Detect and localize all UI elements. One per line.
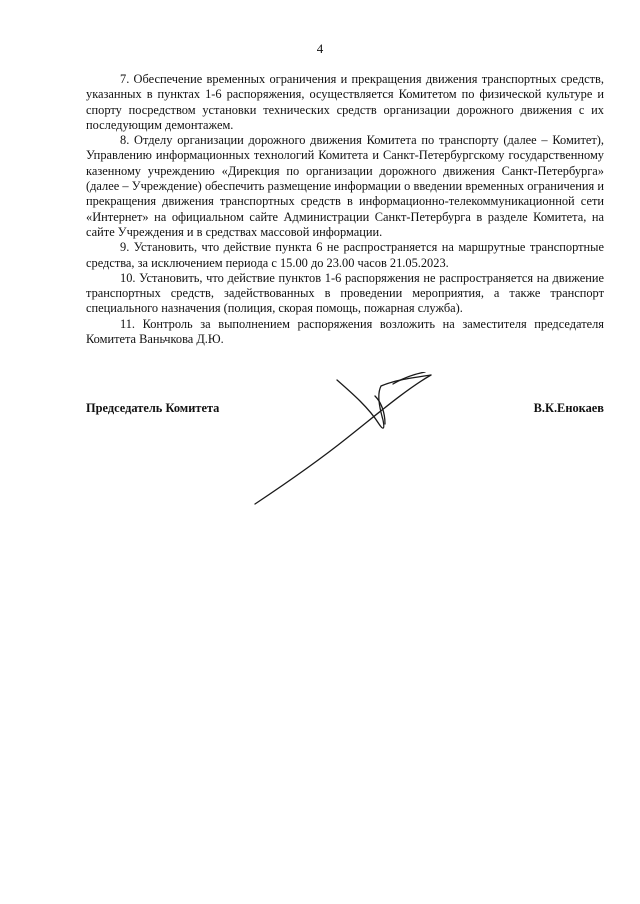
- paragraph-10: 10. Установить, что действие пунктов 1-6 распоряжения не распространяется на движение транспортных средств, задействованных в проведении мероприятия, а также транспорт специального назначения (полиция, скорая помощь, пожарная служба).: [86, 270, 604, 316]
- document-body: [86, 72, 604, 347]
- paragraph-9: 9. Установить, что действие пункта 6 не распространяется на маршрутные транспортные средства, за исключением периода с 15.00 до 23.00 часов 21.05.2023.: [86, 240, 604, 270]
- handwritten-signature: [245, 372, 445, 512]
- paragraph-7: 7. Обеспечение временных ограничения и прекращения движения транспортных средств, указанных в пунктах 1-6 распоряжения, осуществляется Комитетом по физической культуре и спорту посредством установки технических средств организации дорожного движения с их последующим демонтажем.: [86, 72, 604, 132]
- signer-name: В.К.Енокаев: [533, 401, 604, 415]
- paragraph-8: 8. Отделу организации дорожного движения Комитета по транспорту (далее – Комитет), Управлению информационных технологий Комитета и Санкт-Петербургскому государственному казенному учреждению «Дирекция по организации дорожного движения Санкт-Петербурга» (далее – Учреждение) обеспечить размещение информации о введении временных ограничения и прекращения движения транспортных средств в информационно-телекоммуникационной сети «Интернет» на официальном сайте Администрации Санкт-Петербурга в разделе Комитета, на сайте Учреждения и в средствах массовой информации.: [86, 133, 604, 239]
- signer-title: Председатель Комитета: [86, 401, 220, 415]
- paragraph-11: 11. Контроль за выполнением распоряжения возложить на заместителя председателя Комитета Ваньчкова Д.Ю.: [86, 316, 604, 347]
- page-number: 4: [316, 41, 324, 56]
